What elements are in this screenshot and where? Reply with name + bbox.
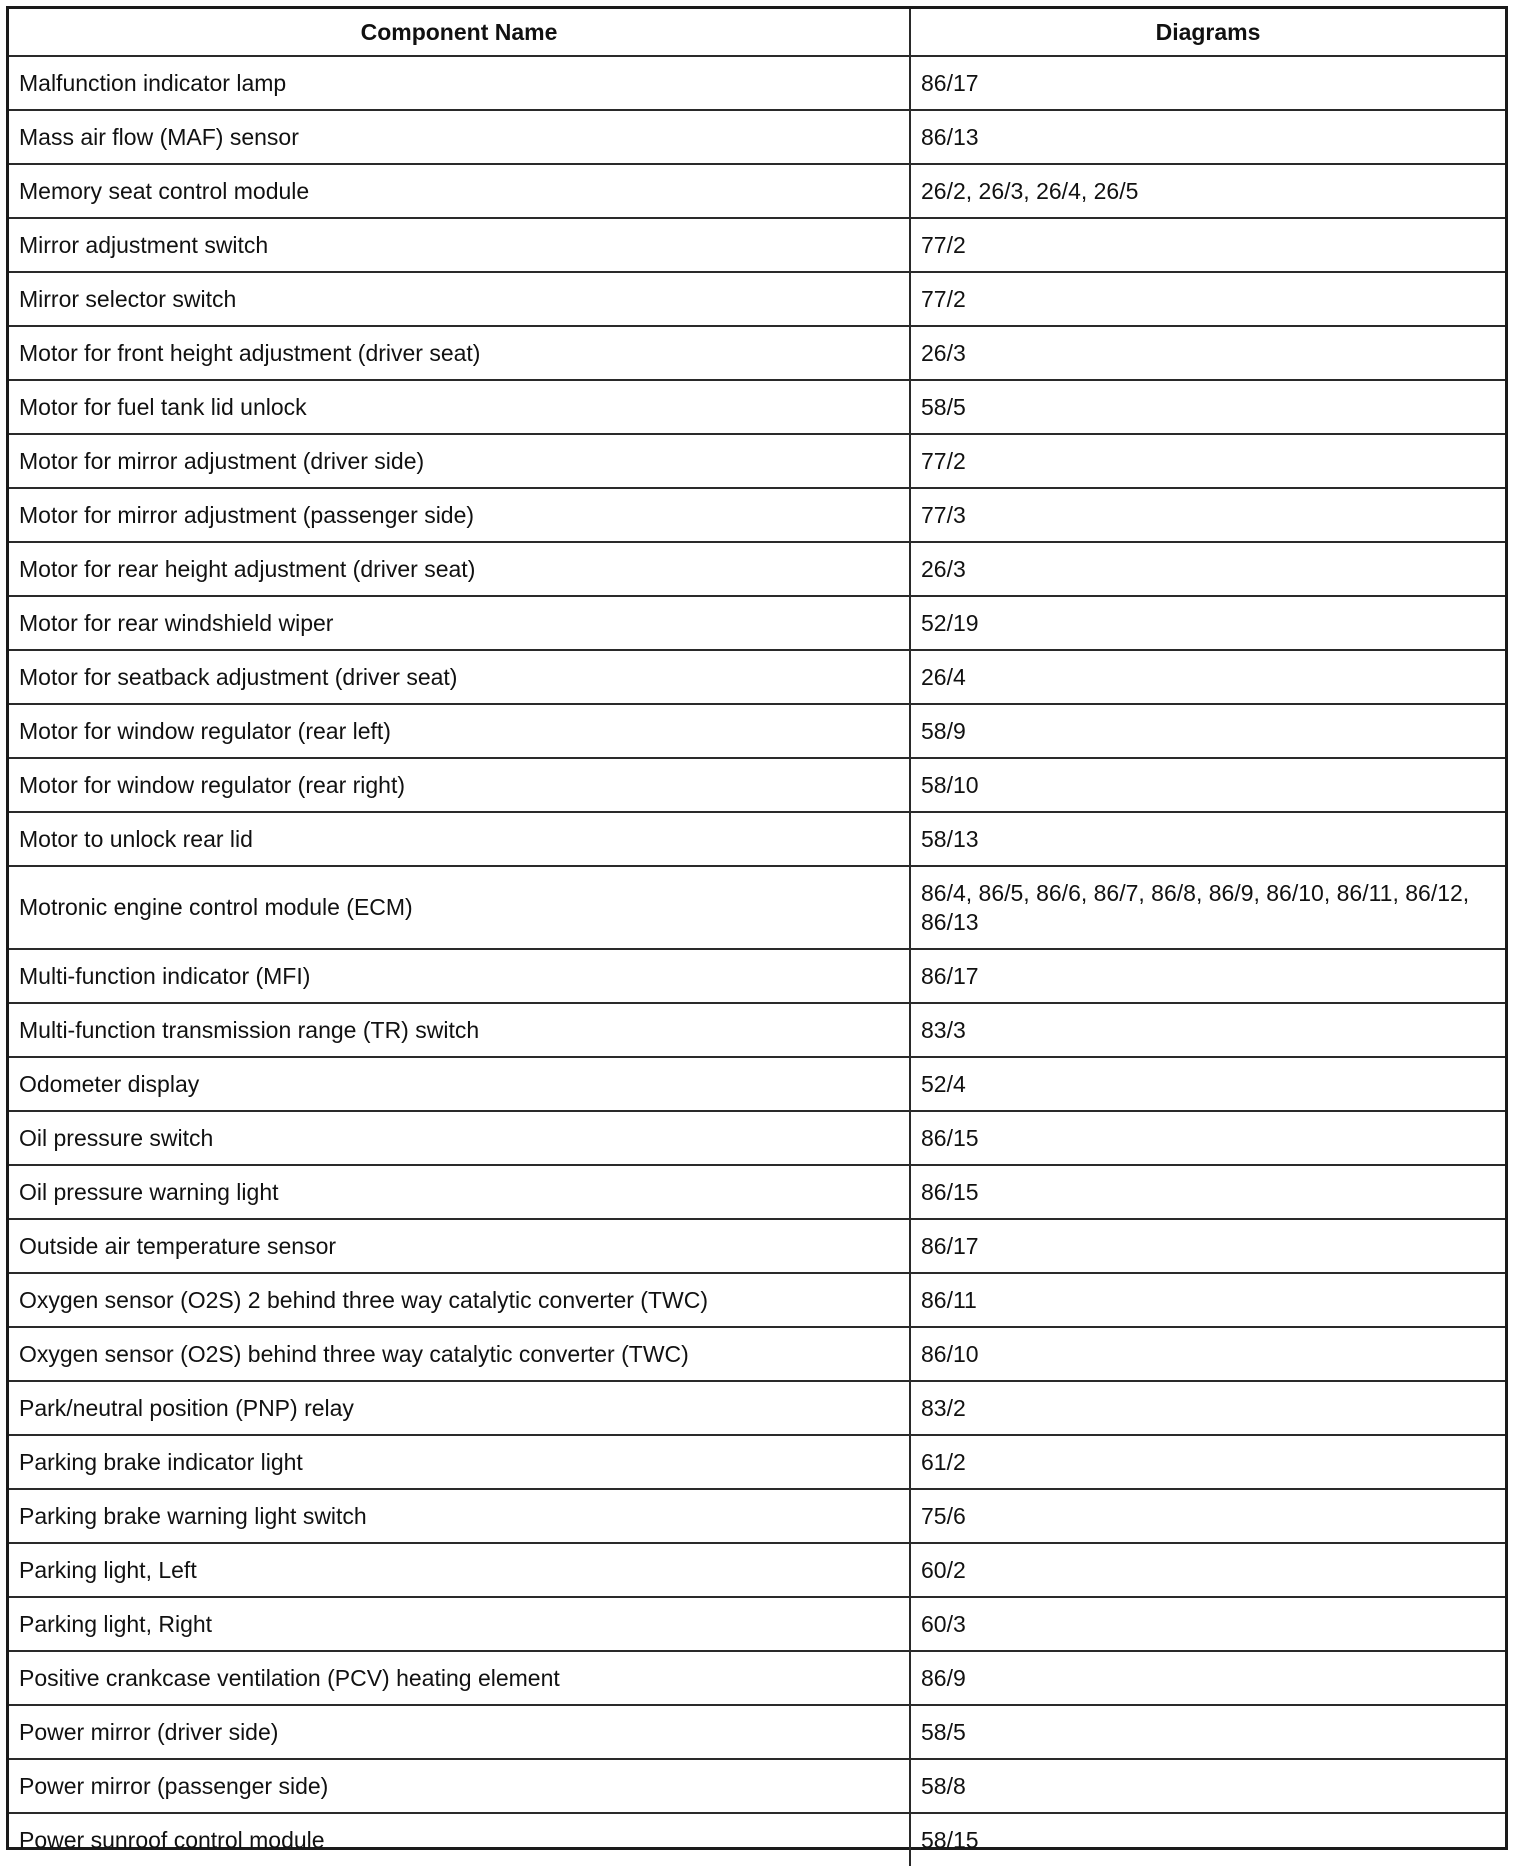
diagrams-cell: 86/17 [910,56,1505,110]
component-name-cell: Oil pressure warning light [9,1165,910,1219]
table-header-row [9,9,1505,56]
component-name-cell: Motor for front height adjustment (driver seat) [9,326,910,380]
component-name-cell: Motor for window regulator (rear left) [9,704,910,758]
diagrams-cell: 86/15 [910,1111,1505,1165]
diagrams-cell: 58/8 [910,1759,1505,1813]
diagrams-cell: 86/11 [910,1273,1505,1327]
diagrams-cell: 60/2 [910,1543,1505,1597]
diagrams-cell: 26/4 [910,650,1505,704]
table-row [9,380,1505,434]
table-row [9,1057,1505,1111]
diagrams-cell: 58/5 [910,1705,1505,1759]
table-row [9,1597,1505,1651]
component-name-cell: Multi-function indicator (MFI) [9,949,910,1003]
table-row [9,1381,1505,1435]
table-row [9,1651,1505,1705]
component-name-cell: Malfunction indicator lamp [9,56,910,110]
table-row [9,1327,1505,1381]
table-row [9,1165,1505,1219]
diagrams-cell: 52/19 [910,596,1505,650]
diagrams-cell: 26/3 [910,326,1505,380]
diagrams-cell: 58/9 [910,704,1505,758]
component-name-cell: Motor for rear windshield wiper [9,596,910,650]
component-name-cell: Mass air flow (MAF) sensor [9,110,910,164]
component-name-cell: Power mirror (driver side) [9,1705,910,1759]
table-row [9,1219,1505,1273]
component-name-cell: Oil pressure switch [9,1111,910,1165]
component-name-cell: Parking light, Left [9,1543,910,1597]
table-row [9,542,1505,596]
component-name-cell: Power mirror (passenger side) [9,1759,910,1813]
table-row [9,1003,1505,1057]
header-diagrams: Diagrams [910,9,1505,56]
table-row [9,704,1505,758]
component-name-cell: Positive crankcase ventilation (PCV) heating element [9,1651,910,1705]
component-name-cell: Motor for mirror adjustment (driver side) [9,434,910,488]
diagrams-cell: 86/15 [910,1165,1505,1219]
component-table [9,9,1505,1866]
table-row [9,758,1505,812]
component-name-cell: Parking brake indicator light [9,1435,910,1489]
diagrams-cell: 77/3 [910,488,1505,542]
table-row [9,866,1505,949]
table-row [9,110,1505,164]
table-row [9,326,1505,380]
component-name-cell: Motor for fuel tank lid unlock [9,380,910,434]
component-name-cell: Oxygen sensor (O2S) 2 behind three way catalytic converter (TWC) [9,1273,910,1327]
component-name-cell: Power sunroof control module [9,1813,910,1866]
component-name-cell: Oxygen sensor (O2S) behind three way catalytic converter (TWC) [9,1327,910,1381]
diagrams-cell: 83/3 [910,1003,1505,1057]
diagrams-cell: 86/10 [910,1327,1505,1381]
diagrams-cell: 77/2 [910,272,1505,326]
diagrams-cell: 86/17 [910,949,1505,1003]
component-name-cell: Odometer display [9,1057,910,1111]
diagrams-cell: 52/4 [910,1057,1505,1111]
diagrams-cell: 77/2 [910,434,1505,488]
table-row [9,56,1505,110]
diagrams-cell: 86/13 [910,110,1505,164]
table-row [9,1435,1505,1489]
diagrams-cell: 86/4, 86/5, 86/6, 86/7, 86/8, 86/9, 86/10, 86/11, 86/12, 86/13 [910,866,1505,949]
diagrams-cell: 60/3 [910,1597,1505,1651]
table-row [9,812,1505,866]
component-name-cell: Multi-function transmission range (TR) switch [9,1003,910,1057]
table-row [9,596,1505,650]
table-row [9,164,1505,218]
component-name-cell: Mirror selector switch [9,272,910,326]
component-name-cell: Motor to unlock rear lid [9,812,910,866]
diagrams-cell: 75/6 [910,1489,1505,1543]
component-name-cell: Motor for window regulator (rear right) [9,758,910,812]
component-diagram-table [6,6,1508,1853]
diagrams-cell: 26/3 [910,542,1505,596]
diagrams-cell: 61/2 [910,1435,1505,1489]
component-name-cell: Memory seat control module [9,164,910,218]
diagrams-cell: 58/15 [910,1813,1505,1866]
diagrams-cell: 58/10 [910,758,1505,812]
component-name-cell: Motronic engine control module (ECM) [9,866,910,949]
table-row [9,1273,1505,1327]
table-row [9,949,1505,1003]
diagrams-cell: 26/2, 26/3, 26/4, 26/5 [910,164,1505,218]
component-name-cell: Parking brake warning light switch [9,1489,910,1543]
component-name-cell: Motor for rear height adjustment (driver seat) [9,542,910,596]
component-name-cell: Outside air temperature sensor [9,1219,910,1273]
table-row [9,272,1505,326]
component-name-cell: Parking light, Right [9,1597,910,1651]
component-name-cell: Park/neutral position (PNP) relay [9,1381,910,1435]
table-row [9,650,1505,704]
diagrams-cell: 83/2 [910,1381,1505,1435]
table-row [9,218,1505,272]
table-row [9,488,1505,542]
table-row [9,1759,1505,1813]
header-component-name: Component Name [9,9,910,56]
table-row [9,1489,1505,1543]
diagrams-cell: 86/9 [910,1651,1505,1705]
table-row [9,434,1505,488]
component-name-cell: Motor for mirror adjustment (passenger side) [9,488,910,542]
diagrams-cell: 58/5 [910,380,1505,434]
table-row [9,1705,1505,1759]
diagrams-cell: 77/2 [910,218,1505,272]
table-row [9,1813,1505,1866]
table-row [9,1543,1505,1597]
table-row [9,1111,1505,1165]
diagrams-cell: 58/13 [910,812,1505,866]
component-name-cell: Mirror adjustment switch [9,218,910,272]
component-name-cell: Motor for seatback adjustment (driver seat) [9,650,910,704]
diagrams-cell: 86/17 [910,1219,1505,1273]
